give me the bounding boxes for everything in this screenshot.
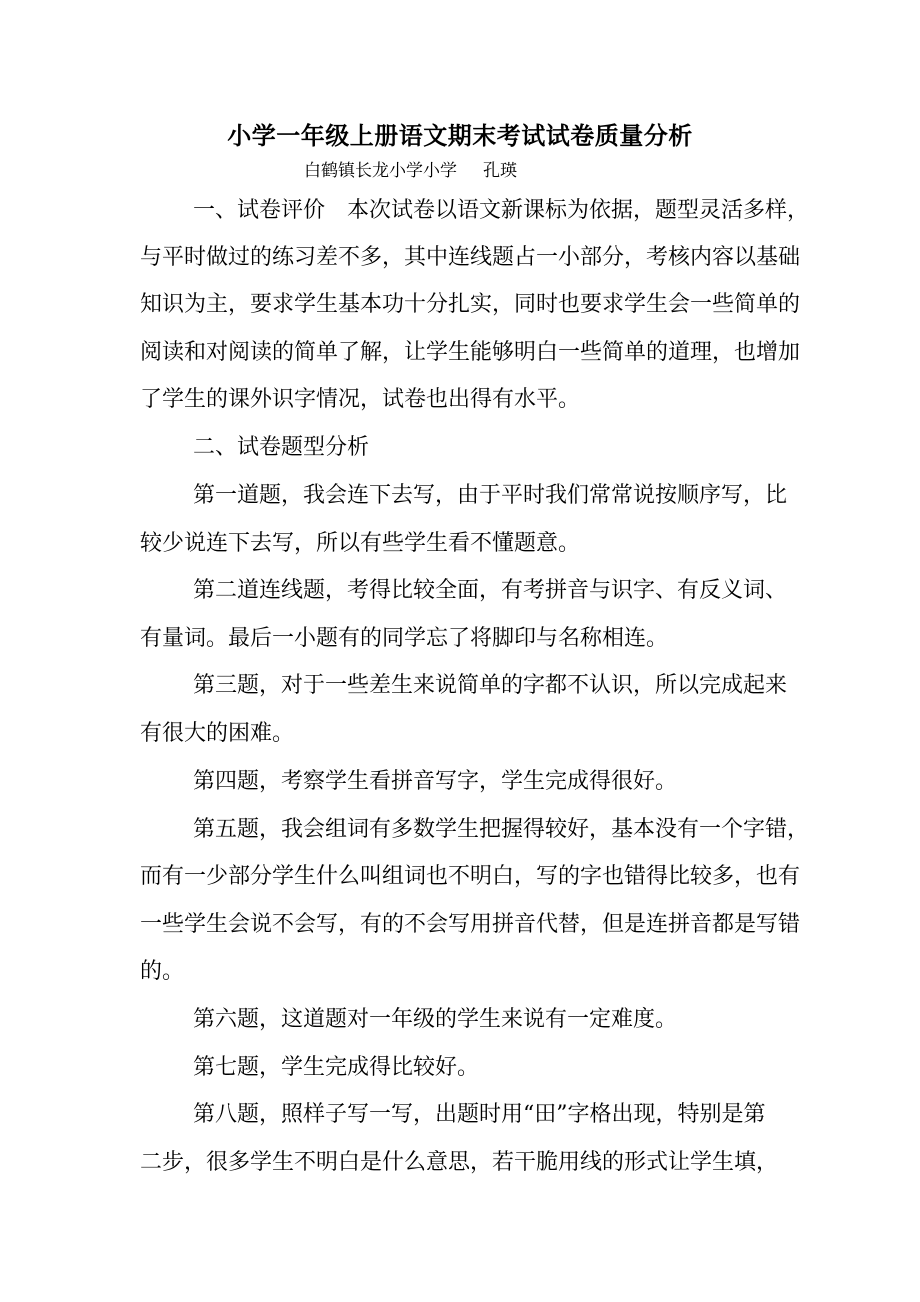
paragraph-line: 了学生的课外识字情况，试卷也出得有水平。: [140, 387, 581, 412]
paragraph-line: 一、试卷评价 本次试卷以语文新课标为依据，题型灵活多样，: [193, 198, 810, 223]
author-line: [304, 158, 517, 184]
document-title: 小学一年级上册语文期末考试试卷质量分析: [227, 121, 693, 150]
paragraph-line: 有很大的困难。: [140, 721, 295, 746]
paragraph-line: 第一道题，我会连下去写，由于平时我们常常说按顺序写，比: [193, 483, 788, 508]
paragraph-line: 第三题，对于一些差生来说简单的字都不认识，所以完成起来: [193, 673, 788, 698]
paragraph-line: 的。: [140, 959, 185, 984]
paragraph-line: 知识为主，要求学生基本功十分扎实，同时也要求学生会一些简单的: [140, 292, 801, 317]
paragraph-line: 与平时做过的练习差不多，其中连线题占一小部分，考核内容以基础: [140, 245, 801, 270]
paragraph-line: 二步，很多学生不明白是什么意思，若干脆用线的形式让学生填，: [140, 1150, 779, 1175]
section-heading: 二、试卷题型分析: [193, 435, 370, 460]
paragraph-line: 第五题，我会组词有多数学生把握得较好，基本没有一个字错，: [193, 817, 810, 842]
paragraph-line: 较少说连下去写，所以有些学生看不懂题意。: [140, 531, 581, 556]
paragraph-line: 一些学生会说不会写，有的不会写用拼音代替，但是连拼音都是写错: [140, 912, 801, 937]
author-name: 孔瑛: [483, 161, 517, 181]
paragraph-line: 第八题，照样子写一写，出题时用“田”字格出现，特别是第: [193, 1102, 766, 1127]
paragraph-line: 阅读和对阅读的简单了解，让学生能够明白一些简单的道理，也增加: [140, 340, 801, 365]
paragraph-line: 有量词。最后一小题有的同学忘了将脚印与名称相连。: [140, 626, 669, 651]
paragraph-line: 而有一少部分学生什么叫组词也不明白，写的字也错得比较多，也有: [140, 864, 801, 889]
paragraph-line: 第六题，这道题对一年级的学生来说有一定难度。: [193, 1007, 678, 1032]
paragraph-line: 第四题，考察学生看拼音写字，学生完成得很好。: [193, 769, 678, 794]
paragraph-line: 第七题，学生完成得比较好。: [193, 1055, 480, 1080]
author-school: 白鹤镇长龙小学小学: [304, 161, 457, 181]
paragraph-line: 第二道连线题，考得比较全面，有考拼音与识字、有反义词、: [193, 578, 788, 603]
